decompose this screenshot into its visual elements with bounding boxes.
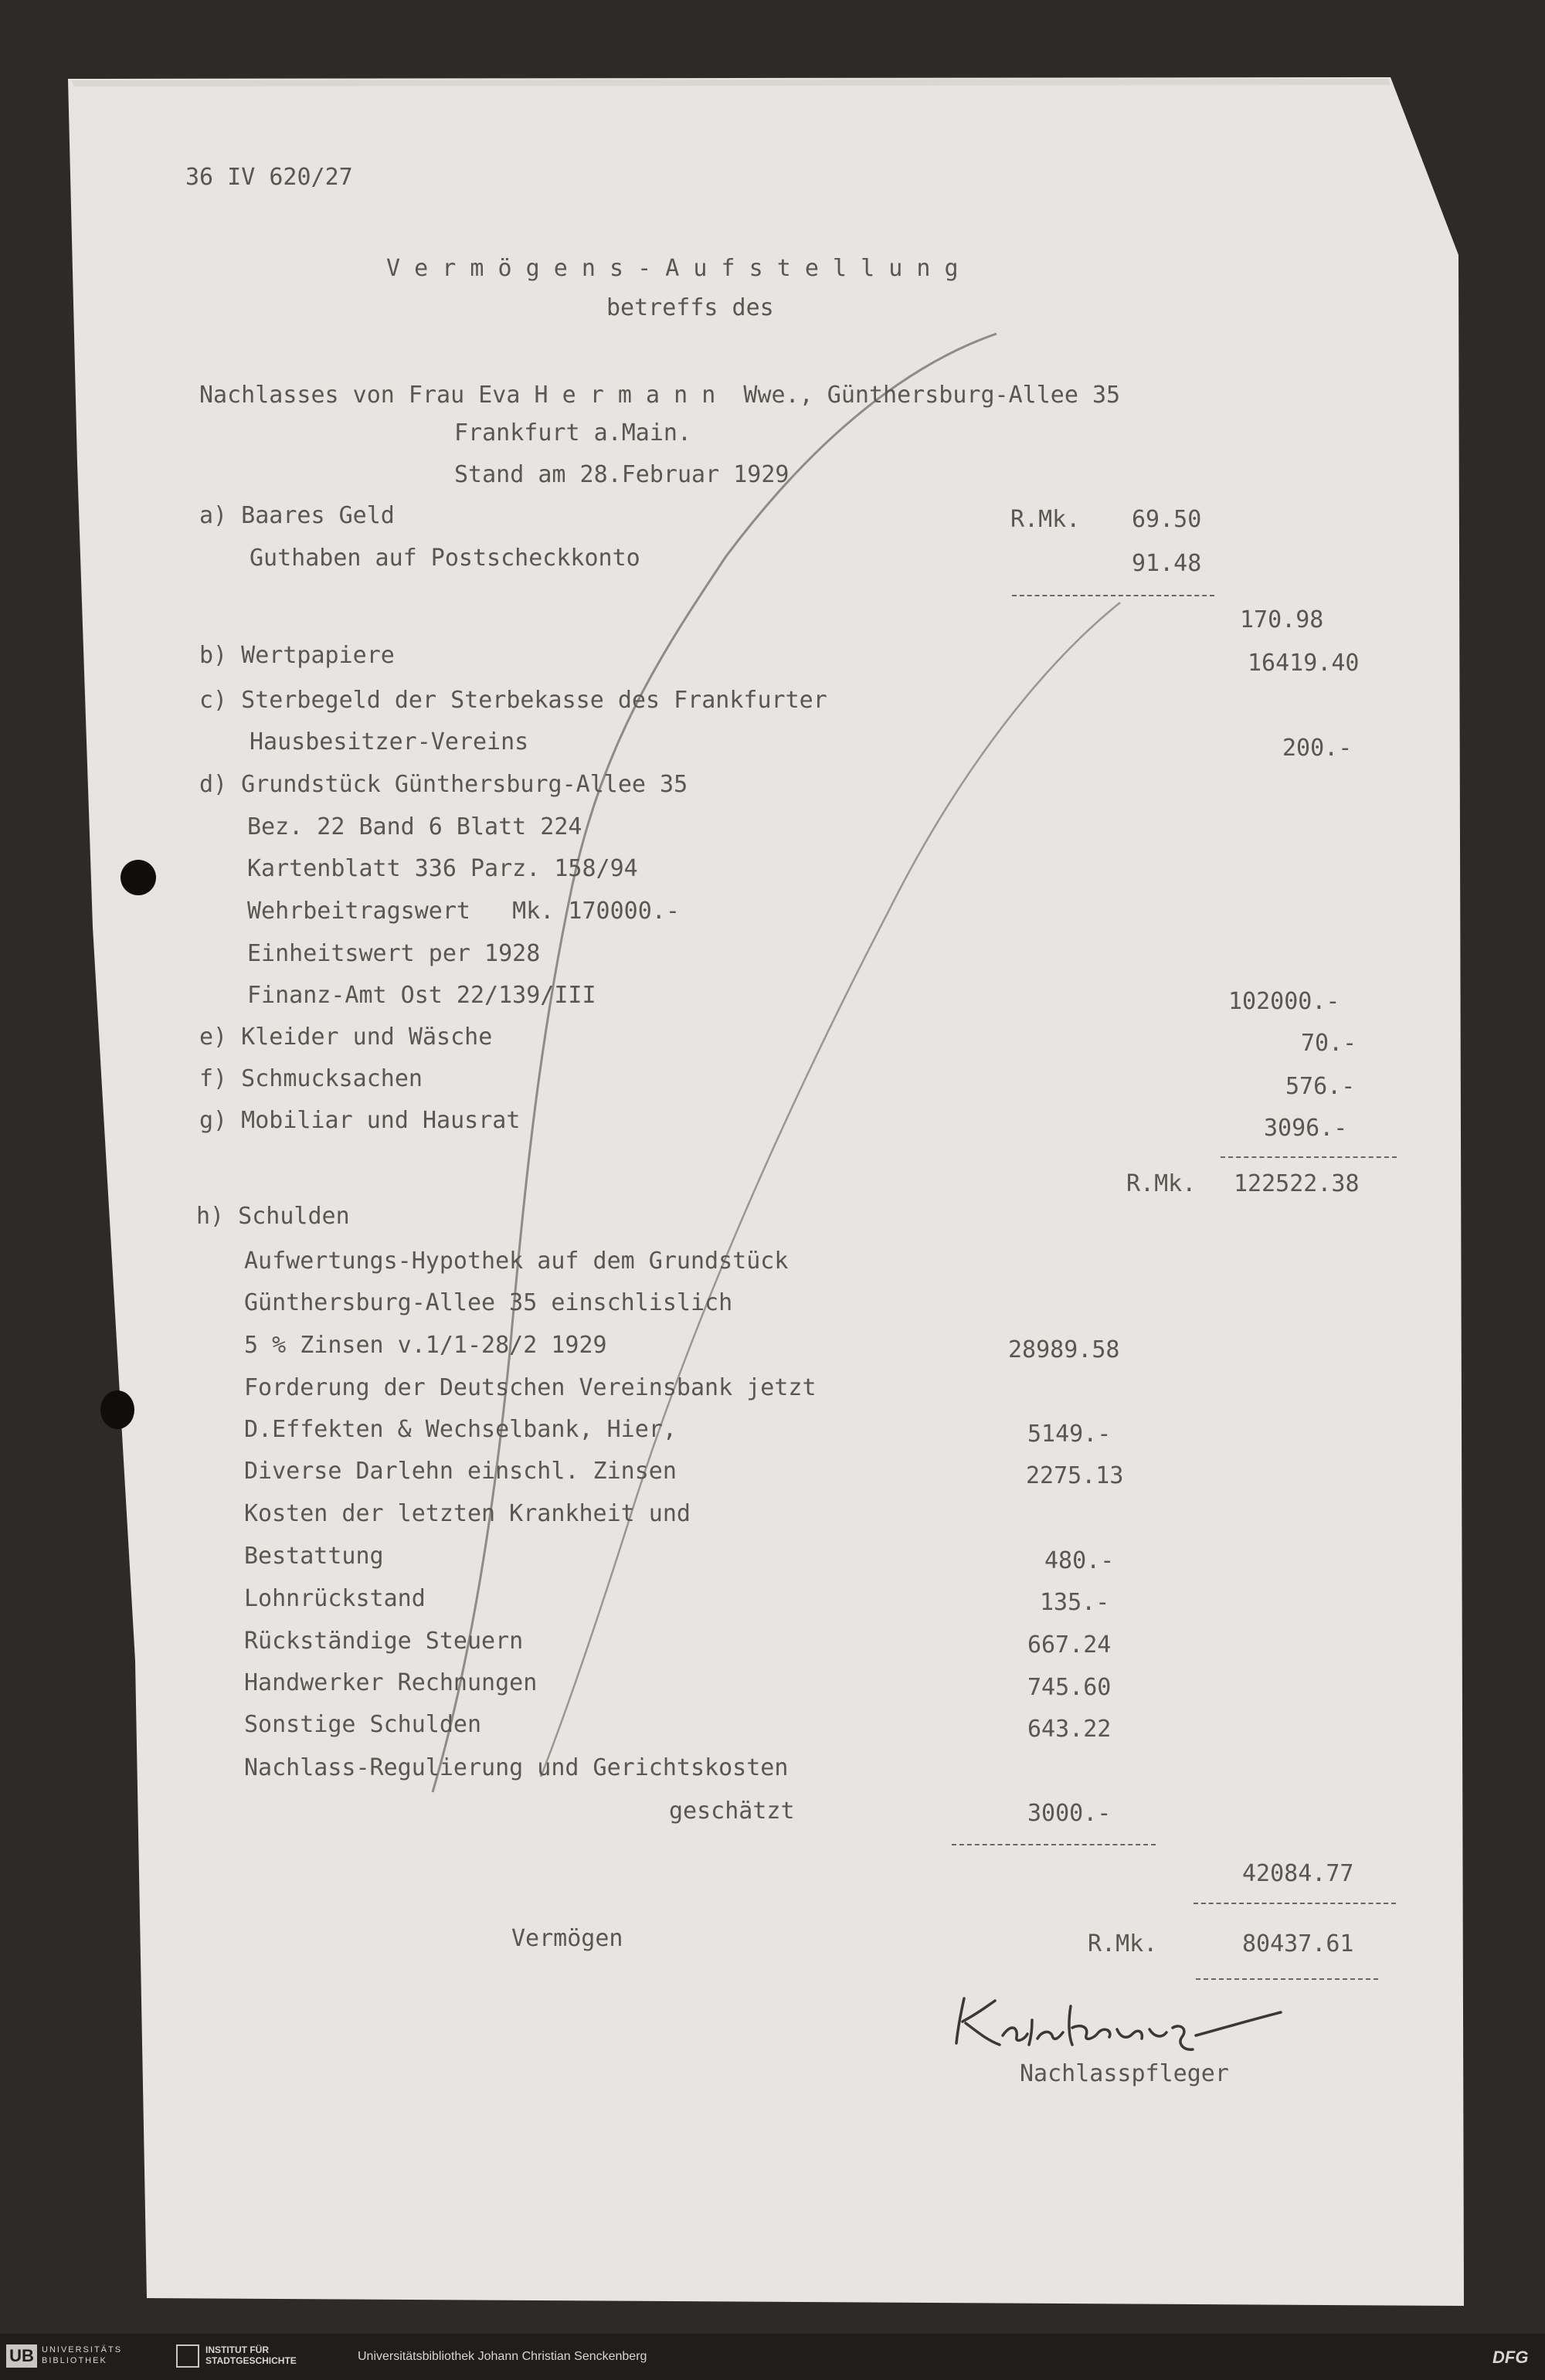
debt-1-line-2: Günthersburg-Allee 35 einschlislich	[244, 1289, 733, 1316]
subtotal-rule-debts	[952, 1844, 1156, 1845]
asset-c-value: 200.-	[1282, 735, 1353, 762]
file-reference: 36 IV 620/27	[185, 164, 353, 191]
asset-e-value: 70.-	[1301, 1030, 1357, 1057]
asset-d-value: 102000.-	[1228, 988, 1340, 1015]
assets-total-currency: R.Mk.	[1126, 1170, 1197, 1197]
debt-6-label: Rückständige Steuern	[244, 1628, 524, 1655]
asset-b-label: b) Wertpapiere	[199, 642, 395, 669]
asset-g-label: g) Mobiliar und Hausrat	[199, 1107, 521, 1134]
signature-image	[941, 1989, 1312, 2059]
asset-f-label: f) Schmucksachen	[199, 1065, 423, 1092]
debts-total-value: 42084.77	[1242, 1860, 1354, 1887]
punch-hole-bottom	[100, 1390, 134, 1429]
assets-total-value: 122522.38	[1234, 1170, 1360, 1197]
debt-4-line-2: Bestattung	[244, 1543, 384, 1570]
debt-5-value: 135.-	[1040, 1589, 1110, 1616]
net-value: 80437.61	[1242, 1930, 1354, 1957]
institute-text: INSTITUT FÜR STADTGESCHICHTE	[205, 2344, 297, 2366]
asset-c-label-1: c) Sterbegeld der Sterbekasse des Frankfurter	[199, 687, 827, 714]
debt-9-line-1: Nachlass-Regulierung und Gerichtskosten	[244, 1754, 789, 1781]
debt-8-value: 643.22	[1027, 1716, 1112, 1743]
debts-label: h) Schulden	[196, 1203, 350, 1230]
ub-logo: UB	[6, 2344, 37, 2368]
asset-f-value: 576.-	[1285, 1073, 1356, 1100]
document-subtitle: betreffs des	[606, 294, 774, 321]
debt-2-value: 5149.-	[1027, 1421, 1112, 1448]
asset-a-total: 170.98	[1240, 606, 1324, 633]
document-title: V e r m ö g e n s - A u f s t e l l u n g	[386, 255, 959, 282]
debt-6-value: 667.24	[1027, 1631, 1112, 1659]
net-label: Vermögen	[511, 1925, 623, 1952]
debt-7-label: Handwerker Rechnungen	[244, 1669, 538, 1696]
asset-b-value: 16419.40	[1248, 650, 1360, 677]
subtotal-rule-a	[1012, 595, 1214, 596]
asset-c-label-2: Hausbesitzer-Vereins	[250, 728, 529, 755]
asset-a-label: a) Baares Geld	[199, 502, 395, 529]
asset-a2-value: 91.48	[1132, 550, 1202, 577]
debt-5-label: Lohnrückstand	[244, 1585, 426, 1612]
asset-d-label-6: Finanz-Amt Ost 22/139/III	[247, 982, 596, 1009]
debt-9-line-2: geschätzt	[669, 1798, 795, 1825]
debt-9-value: 3000.-	[1027, 1800, 1112, 1827]
punch-hole-top	[121, 860, 156, 895]
asset-a-value: 69.50	[1132, 506, 1202, 533]
signature-role: Nachlasspfleger	[1020, 2060, 1229, 2087]
net-rule	[1196, 1978, 1378, 1980]
ub-logo-text: UNIVERSITÄTS BIBLIOTHEK	[42, 2345, 123, 2365]
debt-7-value: 745.60	[1027, 1674, 1112, 1701]
debt-1-line-1: Aufwertungs-Hypothek auf dem Grundstück	[244, 1248, 789, 1275]
asset-a2-label: Guthaben auf Postscheckkonto	[250, 545, 640, 572]
debt-3-value: 2275.13	[1026, 1462, 1124, 1489]
debt-1-value: 28989.58	[1008, 1336, 1120, 1363]
total-rule-assets	[1221, 1156, 1397, 1158]
asset-d-label-4: Wehrbeitragswert Mk. 170000.-	[247, 898, 680, 925]
estate-line-1: Nachlasses von Frau Eva H e r m a n n Wwe., Günthersburg-Allee 35	[199, 382, 1121, 409]
asset-e-label: e) Kleider und Wäsche	[199, 1024, 493, 1051]
library-name: Universitätsbibliothek Johann Christian Senckenberg	[358, 2350, 647, 2363]
debt-3-label: Diverse Darlehn einschl. Zinsen	[244, 1458, 677, 1485]
dfg-logo: DFG	[1492, 2348, 1529, 2367]
estate-line-2: Frankfurt a.Main.	[454, 419, 692, 446]
asset-d-label-3: Kartenblatt 336 Parz. 158/94	[247, 855, 638, 882]
institute-logo	[176, 2344, 199, 2368]
debt-4-value: 480.-	[1044, 1547, 1115, 1574]
footer-bar	[0, 2334, 1545, 2380]
asset-d-label-5: Einheitswert per 1928	[247, 940, 541, 967]
asset-d-label-2: Bez. 22 Band 6 Blatt 224	[247, 813, 582, 840]
debt-2-line-1: Forderung der Deutschen Vereinsbank jetzt	[244, 1374, 817, 1401]
debt-8-label: Sonstige Schulden	[244, 1711, 482, 1738]
asset-a-currency: R.Mk.	[1010, 506, 1081, 533]
asset-g-value: 3096.-	[1264, 1115, 1348, 1142]
debt-2-line-2: D.Effekten & Wechselbank, Hier,	[244, 1416, 677, 1443]
asset-d-label-1: d) Grundstück Günthersburg-Allee 35	[199, 771, 688, 798]
debt-1-line-3: 5 % Zinsen v.1/1-28/2 1929	[244, 1332, 607, 1359]
net-currency: R.Mk.	[1088, 1930, 1158, 1957]
debt-4-line-1: Kosten der letzten Krankheit und	[244, 1500, 691, 1527]
total-rule-debts	[1194, 1903, 1396, 1904]
estate-line-3: Stand am 28.Februar 1929	[454, 461, 789, 488]
